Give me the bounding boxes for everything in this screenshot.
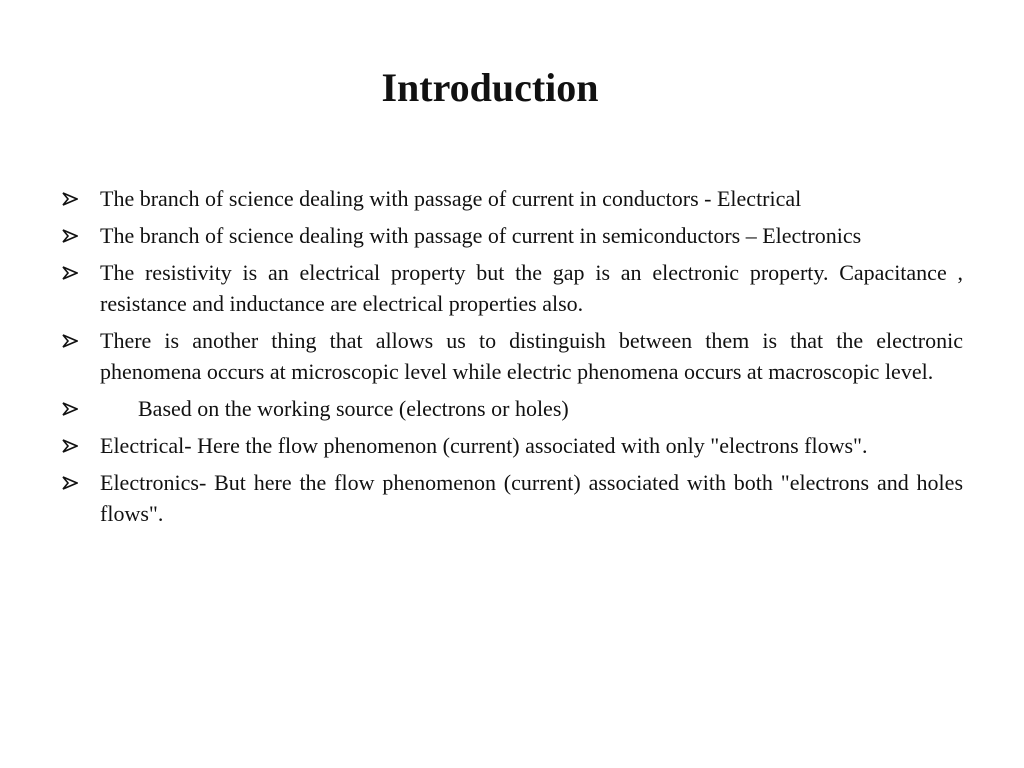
arrowhead-bullet-icon — [60, 430, 82, 461]
bullet-item — [60, 467, 963, 529]
bullet-text: Electronics- But here the flow phenomenon (current) associated with both "electrons and holes flows". — [100, 470, 963, 526]
arrowhead-bullet-icon — [60, 467, 82, 498]
bullet-item — [60, 325, 963, 387]
bullet-item — [60, 430, 963, 461]
bullet-text: Based on the working source (electrons or holes) — [138, 396, 569, 421]
arrowhead-bullet-icon — [60, 257, 82, 288]
bullet-list — [60, 183, 963, 535]
arrowhead-bullet-icon — [60, 393, 82, 424]
bullet-text: The branch of science dealing with passage of current in semiconductors – Electronics — [100, 223, 862, 248]
bullet-text: The resistivity is an electrical property but the gap is an electronic property. Capacitance , resistance and inductance are electrical properties also. — [100, 260, 963, 316]
bullet-item — [60, 257, 963, 319]
bullet-item — [60, 393, 963, 424]
bullet-item — [60, 220, 963, 251]
bullet-item — [60, 183, 963, 214]
bullet-text: Electrical- Here the flow phenomenon (current) associated with only "electrons flows". — [100, 433, 868, 458]
slide-title: Introduction — [381, 65, 599, 110]
bullet-text: The branch of science dealing with passage of current in conductors - Electrical — [100, 186, 802, 211]
arrowhead-bullet-icon — [60, 220, 82, 251]
arrowhead-bullet-icon — [60, 183, 82, 214]
bullet-text: There is another thing that allows us to distinguish between them is that the electronic phenomena occurs at microscopic level while electric phenomena occurs at macroscopic level. — [100, 328, 963, 384]
arrowhead-bullet-icon — [60, 325, 82, 356]
